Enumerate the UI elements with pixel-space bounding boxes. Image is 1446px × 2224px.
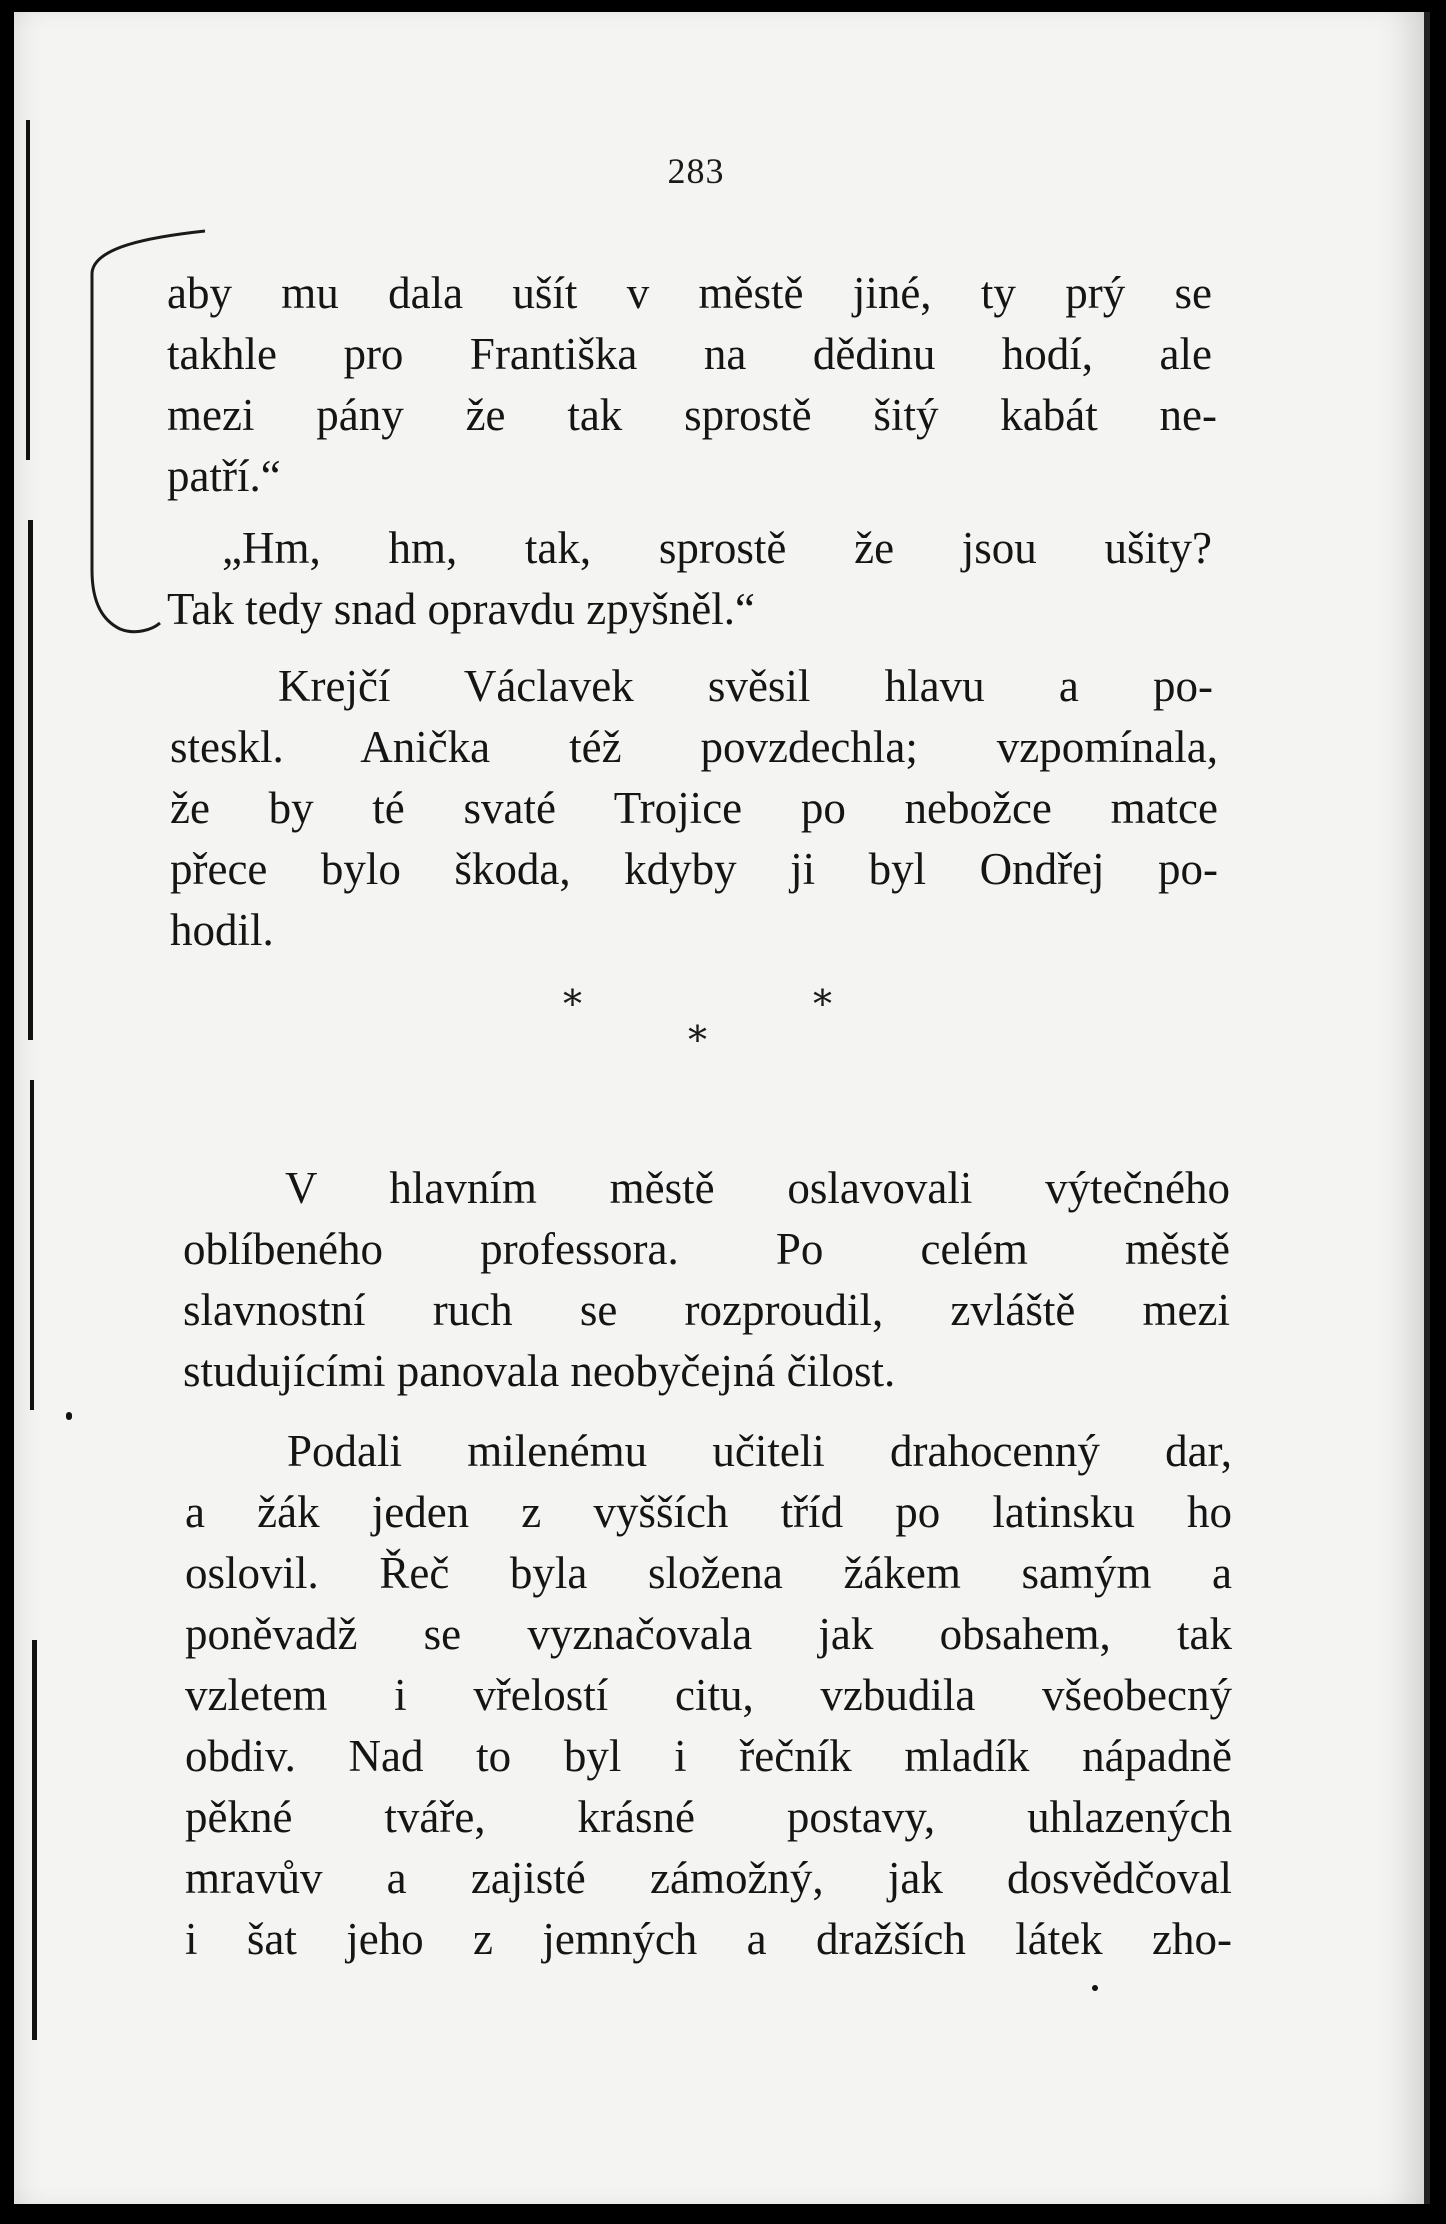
text-line: mezi pány že tak sprostě šitý kabát ne- <box>167 390 1217 440</box>
text-line: přece bylo škoda, kdyby ji byl Ondřej po- <box>170 844 1218 894</box>
asterisk: * <box>813 982 832 1026</box>
right-edge-shadow <box>1424 12 1430 2204</box>
text-line: aby mu dala ušít v městě jiné, ty prý se <box>167 268 1212 318</box>
text-line: Tak tedy snad opravdu zpyšněl.“ <box>167 584 755 634</box>
text-line: „Hm, hm, tak, sprostě že jsou ušity? <box>222 523 1212 573</box>
asterisk: * <box>688 1018 707 1062</box>
text-line: obdiv. Nad to byl i řečník mladík nápadně <box>185 1731 1232 1781</box>
text-line: poněvadž se vyznačovala jak obsahem, tak <box>185 1609 1232 1659</box>
text-line: i šat jeho z jemných a dražších látek zho- <box>185 1914 1232 1964</box>
asterisk: * <box>563 982 582 1026</box>
text-line: takhle pro Františka na dědinu hodí, ale <box>167 329 1212 379</box>
ink-speck <box>66 1412 72 1420</box>
binding-edge-mark <box>26 120 30 460</box>
text-line: steskl. Anička též povzdechla; vzpomínala, <box>170 722 1218 772</box>
text-line: že by té svaté Trojice po nebožce matce <box>170 783 1218 833</box>
text-line: hodil. <box>170 905 274 955</box>
binding-edge-mark <box>28 520 33 1040</box>
ink-speck <box>1092 1985 1098 1991</box>
text-line: Podali milenému učiteli drahocenný dar, <box>287 1426 1232 1476</box>
text-line: studujícími panovala neobyčejná čilost. <box>183 1346 896 1396</box>
binding-edge-mark <box>32 1640 37 2040</box>
text-line: a žák jeden z vyšších tříd po latinsku ho <box>185 1487 1232 1537</box>
text-line: patří.“ <box>167 451 281 501</box>
text-line: oblíbeného professora. Po celém městě <box>183 1224 1230 1274</box>
text-line: oslovil. Řeč byla složena žákem samým a <box>185 1548 1232 1598</box>
text-line: Krejčí Václavek svěsil hlavu a po- <box>278 661 1213 711</box>
text-line: slavnostní ruch se rozproudil, zvláště mezi <box>183 1285 1230 1335</box>
page-number: 283 <box>667 151 725 191</box>
text-line: vzletem i vřelostí citu, vzbudila všeobecný <box>185 1670 1232 1720</box>
text-line: mravův a zajisté zámožný, jak dosvědčoval <box>185 1853 1232 1903</box>
text-line: pěkné tváře, krásné postavy, uhlazených <box>185 1792 1232 1842</box>
binding-edge-mark <box>30 1080 34 1410</box>
text-line: V hlavním městě oslavovali výtečného <box>285 1163 1230 1213</box>
